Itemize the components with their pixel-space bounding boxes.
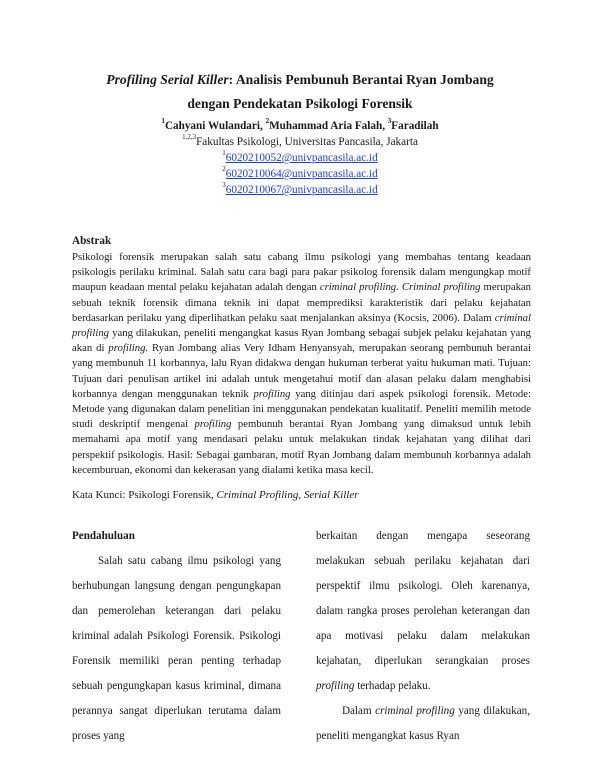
affiliation-sup: 1,2,3 xyxy=(182,133,197,142)
email-1-sup: 1 xyxy=(222,149,226,158)
author-3-name: Faradilah xyxy=(391,120,439,132)
abstract-italic-2: criminal profiling xyxy=(72,311,531,340)
email-1-link[interactable]: 6020210052@univpancasila.ac.id xyxy=(225,152,378,164)
intro-right-tail: terhadap pelaku. xyxy=(354,680,431,692)
abstract-text-4: Ryan Jombang alias Very Idham Henyansyah, merupakan seorang pembunuh berantai yang membunuh 11 korbannya, lalu Ryan didakwa dengan hukuman terberat yaitu hukuman mati. Tujuan: Tujuan dari penulisan artikel ini adalah untuk mengetahui motif dan alasan pelaku dalam menghabisi korbannya dengan menggunakan teknik xyxy=(72,342,531,400)
email-3-link[interactable]: 6020210067@univpancasila.ac.id xyxy=(225,184,378,196)
abstract-body xyxy=(72,250,531,478)
email-2 xyxy=(40,166,560,182)
author-3-sup: 3 xyxy=(387,117,392,126)
email-3-sup: 3 xyxy=(222,181,226,190)
affiliation-text: Fakultas Psikologi, Universitas Pancasila, Jakarta xyxy=(196,136,418,148)
paper-title-line-1 xyxy=(40,70,560,90)
author-1-name: Cahyani Wulandari, xyxy=(164,120,266,132)
intro-right-text: berkaitan dengan mengapa seseorang melakukan sebuah perilaku kejahatan dari perspektif ilmu psikologi. Oleh karenanya, dalam rangka proses perolehan keterangan dan apa motivasi pelaku dalam melakukan kejahatan, diperlukan serangkaian proses xyxy=(316,530,530,667)
email-1 xyxy=(40,150,560,166)
abstract-italic-5: profiling xyxy=(194,418,232,431)
intro-left-paragraph: Salah satu cabang ilmu psikologi yang berhubungan langsung dengan pengungkapan dan pemerolehan keterangan dari pelaku kriminal adalah Psikologi Forensik. Psikologi Forensik memiliki peran penting terhadap sebuah pengungkapan kasus kriminal, dimana perannya sangat diperlukan terutama dalam proses yang xyxy=(72,555,281,742)
intro-heading: Pendahuluan xyxy=(72,530,135,542)
author-2-name: Muhammad Aria Falah, xyxy=(269,120,388,132)
affiliation xyxy=(40,134,560,150)
abstract-text-5: yang ditinjau dari aspek psikologi forensik. Metode: Metode yang digunakan dalam penelitian ini menggunakan pendekatan kualitatif. Peneliti memilih metode studi deskriptif mengenai xyxy=(72,387,531,431)
abstract-text-1: Psikologi forensik merupakan salah satu cabang ilmu psikologi yang membahas tentang keadaan psikologis perilaku kriminal. Salah satu cara bagi para pakar psikolog forensik dalam mengungkap motif maupun keadaan mental pelaku kejahatan adalah dengan xyxy=(72,251,531,294)
author-1-sup: 1 xyxy=(161,117,165,126)
intro-left-column xyxy=(72,524,281,749)
keywords xyxy=(72,487,532,503)
intro-right-column xyxy=(316,524,530,749)
intro-right-paragraph-1 xyxy=(316,524,530,699)
author-2-sup: 2 xyxy=(265,117,270,126)
intro-right-italic: profiling xyxy=(316,680,355,692)
abstract-italic-4: profiling xyxy=(253,387,291,400)
intro-p2-italic: criminal profiling xyxy=(375,705,455,717)
title-rest: : Analisis Pembunuh Berantai Ryan Jombang xyxy=(228,72,494,87)
paper-title-line-2: dengan Pendekatan Psikologi Forensik xyxy=(187,96,413,111)
abstract-italic-1: criminal profiling. Criminal profiling xyxy=(319,281,481,294)
keywords-italic: Criminal Profiling, Serial Killer xyxy=(216,489,359,501)
abstract-text-2: merupakan sebuah teknik forensik dimana teknik ini dapat memprediksi karakteristik dari pelaku kejahatan berdasarkan perilaku yang diperlihatkan pelaku saat menjalankan aksinya (Kocsis, 2006). Dalam xyxy=(72,281,532,324)
intro-p2-b: yang dilakukan, peneliti mengangkat kasus Ryan xyxy=(316,705,530,742)
author-list xyxy=(40,118,560,134)
email-2-sup: 2 xyxy=(222,165,226,174)
abstract-text-3: yang dilakukan, peneliti mengangkat kasus Ryan Jombang sebagai subjek pelaku kejahatan yang akan di xyxy=(72,327,531,355)
email-2-link[interactable]: 6020210064@univpancasila.ac.id xyxy=(225,168,378,180)
abstract-italic-3: profiling. xyxy=(108,342,149,355)
abstract-text-6: pembunuh berantai Ryan Jombang yang dimaksud untuk lebih memahami apa motif yang mendasari pelaku untuk melakukan tindak kejahatan yang dilihat dari perspektif psikologis. Hasil: Sebagai gambaran, motif Ryan Jombang dalam membunuh korbannya adalah kecemburuan, ekonomi dan kekerasan yang dialami ketika masa kecil. xyxy=(72,418,531,476)
intro-p2-a: Dalam xyxy=(342,705,376,717)
email-3 xyxy=(40,182,560,198)
title-italic-part: Profiling Serial Killer xyxy=(106,72,229,87)
intro-right-paragraph-2 xyxy=(316,699,530,749)
abstract-heading: Abstrak xyxy=(72,235,112,247)
keywords-label: Kata Kunci: Psikologi Forensik, xyxy=(72,489,217,501)
